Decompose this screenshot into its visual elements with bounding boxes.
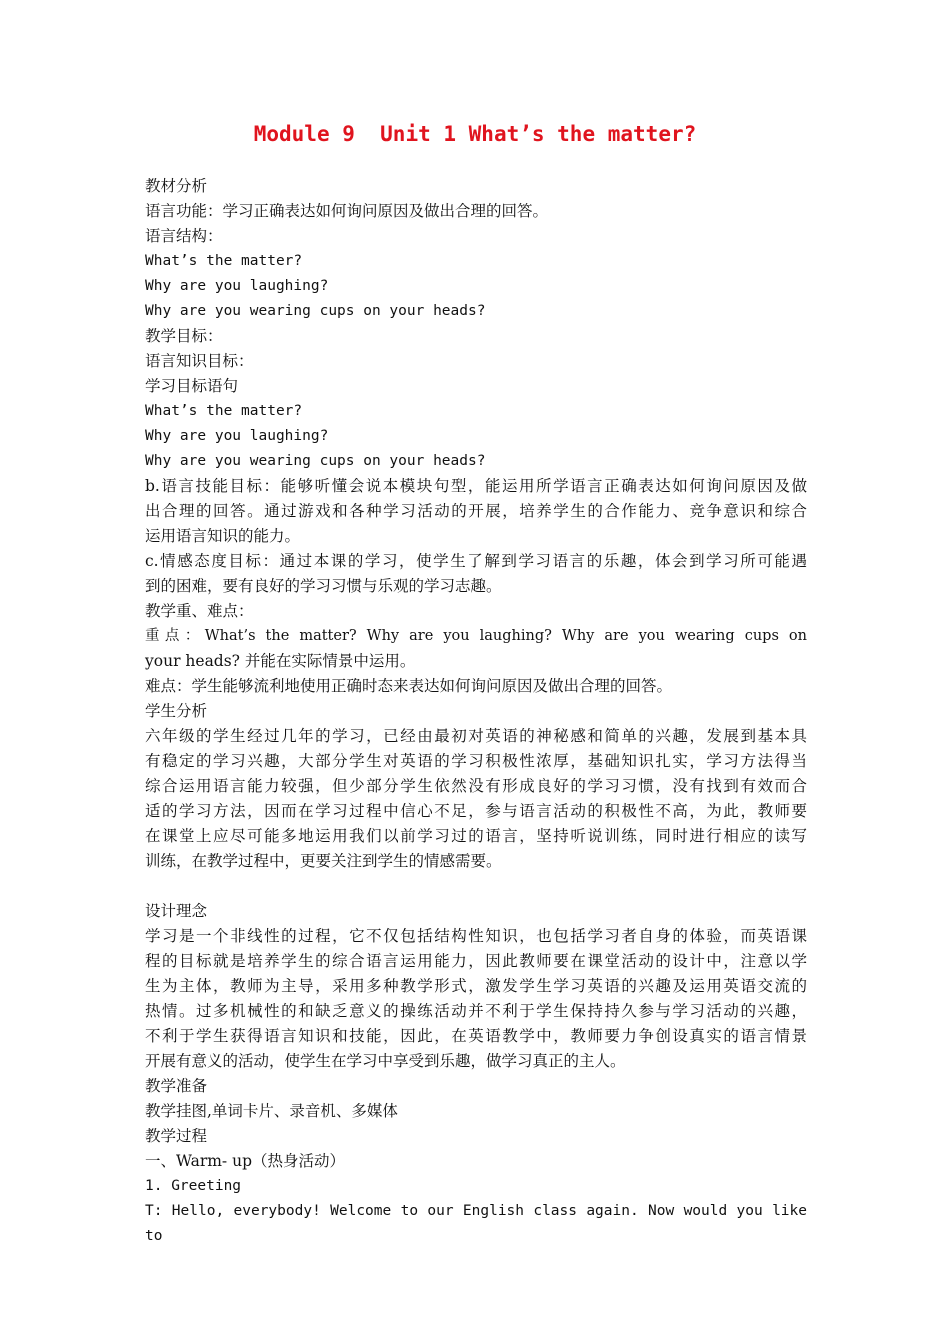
paragraph-line: 语言功能：学习正确表达如何询问原因及做出合理的回答。 (145, 202, 549, 220)
section-heading: 教学重、难点： (145, 602, 254, 620)
paragraph-line: 不利于学生获得语言知识和技能，因此，在英语教学中，教师要力争创设真实的语言情景 (145, 1027, 807, 1045)
paragraph-line: 教学挂图,单词卡片、录音机、多媒体 (145, 1102, 398, 1120)
english-sentence: What’s the matter? (145, 403, 303, 419)
section-heading: 教学过程 (145, 1127, 208, 1145)
section-heading: 学生分析 (145, 702, 208, 720)
blank-line (145, 874, 807, 899)
step-heading: 一、Warm- up（热身活动） (145, 1152, 346, 1170)
paragraph-line: 训练，在教学过程中，更要关注到学生的情感需要。 (145, 852, 502, 870)
paragraph-line: your heads? 并能在实际情景中运用。 (145, 652, 416, 670)
paragraph-line: 重点：What’s the matter? Why are you laughing? Why are you wearing cups on (145, 628, 807, 644)
section-heading: 学习目标语句 (145, 377, 239, 395)
section-heading: 教学准备 (145, 1077, 208, 1095)
section-heading: 设计理念 (145, 902, 208, 920)
english-sentence: Why are you wearing cups on your heads? (145, 303, 486, 319)
paragraph-line: 六年级的学生经过几年的学习，已经由最初对英语的神秘感和简单的兴趣，发展到基本具 (145, 727, 807, 745)
document-title: Module 9 Unit 1 What’s the matter? (253, 122, 697, 146)
step-subheading: 1. Greeting (145, 1178, 242, 1194)
paragraph-line: 生为主体，教师为主导，采用多种教学形式，激发学生学习英语的兴趣及运用英语交流的 (145, 977, 807, 995)
document-body (145, 174, 807, 1244)
paragraph-line: 在课堂上应尽可能多地运用我们以前学习过的语言，坚持听说训练，同时进行相应的读写 (145, 827, 807, 845)
paragraph-line: 学习是一个非线性的过程，它不仅包括结构性知识，也包括学习者自身的体验，而英语课 (145, 927, 807, 945)
section-heading: 教学目标： (145, 327, 223, 345)
paragraph-line: 综合运用语言能力较强，但少部分学生依然没有形成良好的学习习惯，没有找到有效而合 (145, 777, 807, 795)
section-heading: 语言知识目标： (145, 352, 254, 370)
paragraph-line: 热情。过多机械性的和缺乏意义的操练活动并不利于学生保持持久参与学习活动的兴趣， (145, 1002, 807, 1020)
dialogue-line: T: Hello, everybody! Welcome to our English class again. Now would you like to (145, 1203, 807, 1244)
paragraph-line: 难点：学生能够流利地使用正确时态来表达如何询问原因及做出合理的回答。 (145, 677, 673, 695)
paragraph-line: 适的学习方法，因而在学习过程中信心不足，参与语言活动的积极性不高，为此，教师要 (145, 802, 807, 820)
paragraph-line: 有稳定的学习兴趣，大部分学生对英语的学习积极性浓厚，基础知识扎实，学习方法得当 (145, 752, 807, 770)
paragraph-line: 出合理的回答。通过游戏和各种学习活动的开展，培养学生的合作能力、竞争意识和综合 (145, 502, 807, 520)
english-sentence: Why are you laughing? (145, 278, 329, 294)
paragraph-line: b.语言技能目标：能够听懂会说本模块句型，能运用所学语言正确表达如何询问原因及做 (145, 477, 807, 495)
paragraph-line: c.情感态度目标：通过本课的学习，使学生了解到学习语言的乐趣，体会到学习所可能遇 (145, 552, 807, 570)
paragraph-line: 开展有意义的活动，使学生在学习中享受到乐趣，做学习真正的主人。 (145, 1052, 626, 1070)
section-heading: 语言结构： (145, 227, 223, 245)
english-sentence: What’s the matter? (145, 253, 303, 269)
paragraph-line: 程的目标就是培养学生的综合语言运用能力，因此教师要在课堂活动的设计中，注意以学 (145, 952, 807, 970)
section-heading: 教材分析 (145, 177, 208, 195)
paragraph-line: 运用语言知识的能力。 (145, 527, 301, 545)
english-sentence: Why are you laughing? (145, 428, 329, 444)
english-sentence: Why are you wearing cups on your heads? (145, 453, 486, 469)
paragraph-line: 到的困难，要有良好的学习习惯与乐观的学习志趣。 (145, 577, 502, 595)
